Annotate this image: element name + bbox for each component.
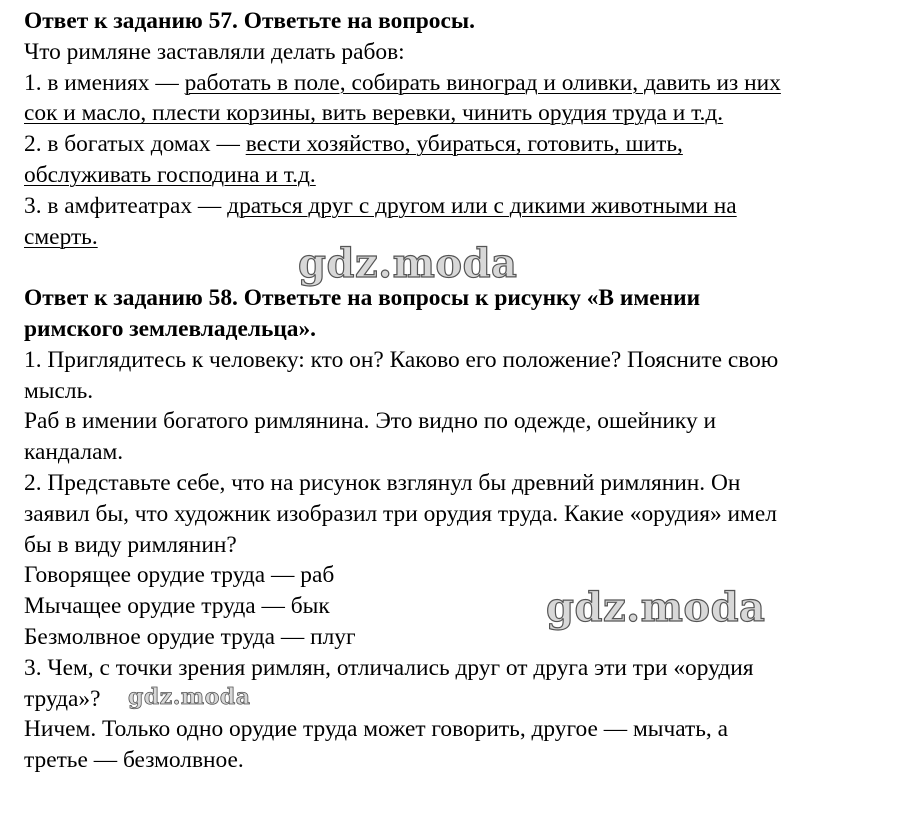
task58-heading-line1: Ответ к заданию 58. Ответьте на вопросы к рисунку «В имении: [24, 285, 701, 312]
task57-item-1-line1: [24, 68, 904, 99]
task58-line: бы в виду римлянин?: [24, 531, 237, 558]
task58-line: кандалам.: [24, 439, 124, 466]
task57-item-1-answer: работать в поле, собирать виноград и оливки, давить из них: [184, 69, 781, 96]
task58-line: 3. Чем, с точки зрения римлян, отличались друг от друга эти три «орудия: [24, 654, 754, 681]
document-page: [24, 6, 904, 776]
task57-item-1-prefix: 1. в имениях —: [24, 69, 185, 96]
task57-item-2-prefix: 2. в богатых домах —: [24, 131, 246, 158]
task58-line: Раб в имении богатого римлянина. Это видно по одежде, ошейнику и: [24, 408, 716, 435]
task57-heading: Ответ к заданию 57. Ответьте на вопросы.: [24, 8, 475, 34]
task57-item-3-answer: драться друг с другом или с дикими животными на: [227, 192, 737, 219]
task57-item-3-line1: [24, 191, 904, 222]
task58-line: Говорящее орудие труда — раб: [24, 562, 335, 589]
watermark-logo: gdz.moda: [128, 684, 251, 710]
task57-item-1-line2: [24, 98, 904, 129]
task57-item-2-answer: вести хозяйство, убираться, готовить, шить,: [245, 131, 683, 158]
task58-line: Безмолвное орудие труда — плуг: [24, 623, 356, 650]
task58-heading-line2: римского землевладельца».: [24, 315, 317, 342]
task58-line: Ничем. Только одно орудие труда может говорить, другое — мычать, а: [24, 716, 728, 743]
task57-item-2-line2: [24, 160, 904, 191]
task58-line: третье — безмолвное.: [24, 747, 244, 774]
watermark-logo: gdz.moda: [546, 584, 766, 631]
task57-question: Что римляне заставляли делать рабов:: [24, 38, 405, 65]
task58-line: 2. Представьте себе, что на рисунок взглянул бы древний римлянин. Он: [24, 469, 741, 496]
task58-line: 1. Приглядитесь к человеку: кто он? Каково его положение? Поясните свою: [24, 346, 779, 373]
task57-item-3-prefix: 3. в амфитеатрах —: [24, 192, 228, 219]
task58-line: труда»?: [24, 685, 101, 712]
task57-item-2-answer-cont: обслуживать господина и т.д.: [24, 161, 316, 188]
task57-item-1-answer-cont: сок и масло, плести корзины, вить веревки, чинить орудия труда и т.д.: [24, 100, 724, 127]
task58-line: Мычащее орудие труда — бык: [24, 593, 330, 620]
task57-item-3-answer-cont: смерть.: [24, 223, 98, 250]
task57-item-2-line1: [24, 129, 904, 160]
task58-line: заявил бы, что художник изобразил три орудия труда. Какие «орудия» имел: [24, 500, 777, 527]
task58-line: мысль.: [24, 377, 94, 404]
watermark-logo: gdz.moda: [298, 240, 518, 287]
